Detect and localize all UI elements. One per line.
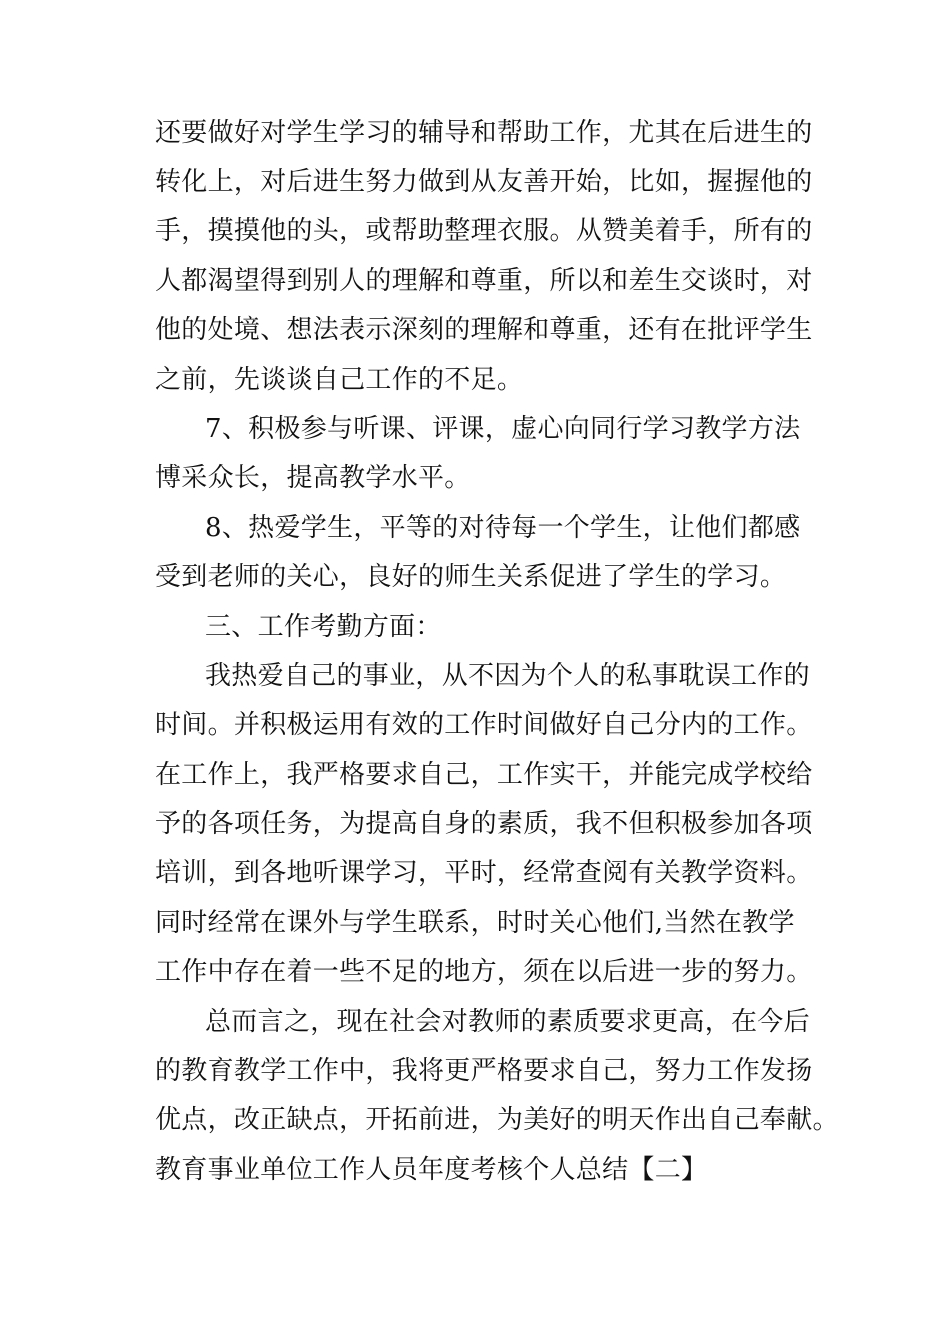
body-text-line: 受到老师的关心，良好的师生关系促进了学生的学习。 [155, 562, 787, 592]
body-text-line: 博采众长，提高教学水平。 [155, 463, 471, 493]
body-text-line: 予的各项任务，为提高自身的素质，我不但积极参加各项 [155, 809, 813, 839]
paragraph-start-line: 8、热爱学生，平等的对待每一个学生，让他们都感 [205, 513, 801, 543]
body-text-line: 在工作上，我严格要求自己，工作实干，并能完成学校给 [155, 760, 813, 790]
document-title: 教育事业单位工作人员年度考核个人总结【二】 [155, 1155, 708, 1185]
body-text-line: 时间。并积极运用有效的工作时间做好自己分内的工作。 [155, 710, 813, 740]
body-text-line: 人都渴望得到别人的理解和尊重，所以和差生交谈时，对 [155, 266, 813, 296]
body-text-line: 他的处境、想法表示深刻的理解和尊重，还有在批评学生 [155, 315, 813, 345]
body-text-line: 之前，先谈谈自己工作的不足。 [155, 365, 524, 395]
paragraph-start-line: 我热爱自己的事业，从不因为个人的私事耽误工作的 [205, 661, 810, 691]
body-text-line: 的教育教学工作中，我将更严格要求自己，努力工作发扬 [155, 1056, 813, 1086]
body-text-line: 优点，改正缺点，开拓前进，为美好的明天作出自己奉献。 [155, 1105, 839, 1135]
body-text-line: 同时经常在课外与学生联系，时时关心他们,当然在教学 [155, 908, 795, 938]
body-text-line: 培训，到各地听课学习，平时，经常查阅有关教学资料。 [155, 858, 813, 888]
body-text-line: 还要做好对学生学习的辅导和帮助工作，尤其在后进生的 [155, 118, 813, 148]
paragraph-start-line: 总而言之，现在社会对教师的素质要求更高，在今后 [205, 1007, 810, 1037]
section-heading: 三、工作考勤方面： [205, 612, 442, 642]
body-text-line: 转化上，对后进生努力做到从友善开始，比如，握握他的 [155, 167, 813, 197]
body-text-line: 手，摸摸他的头，或帮助整理衣服。从赞美着手，所有的 [155, 216, 813, 246]
paragraph-start-line: 7、积极参与听课、评课，虚心向同行学习教学方法 [205, 414, 801, 444]
body-text-line: 工作中存在着一些不足的地方，须在以后进一步的努力。 [155, 957, 813, 987]
